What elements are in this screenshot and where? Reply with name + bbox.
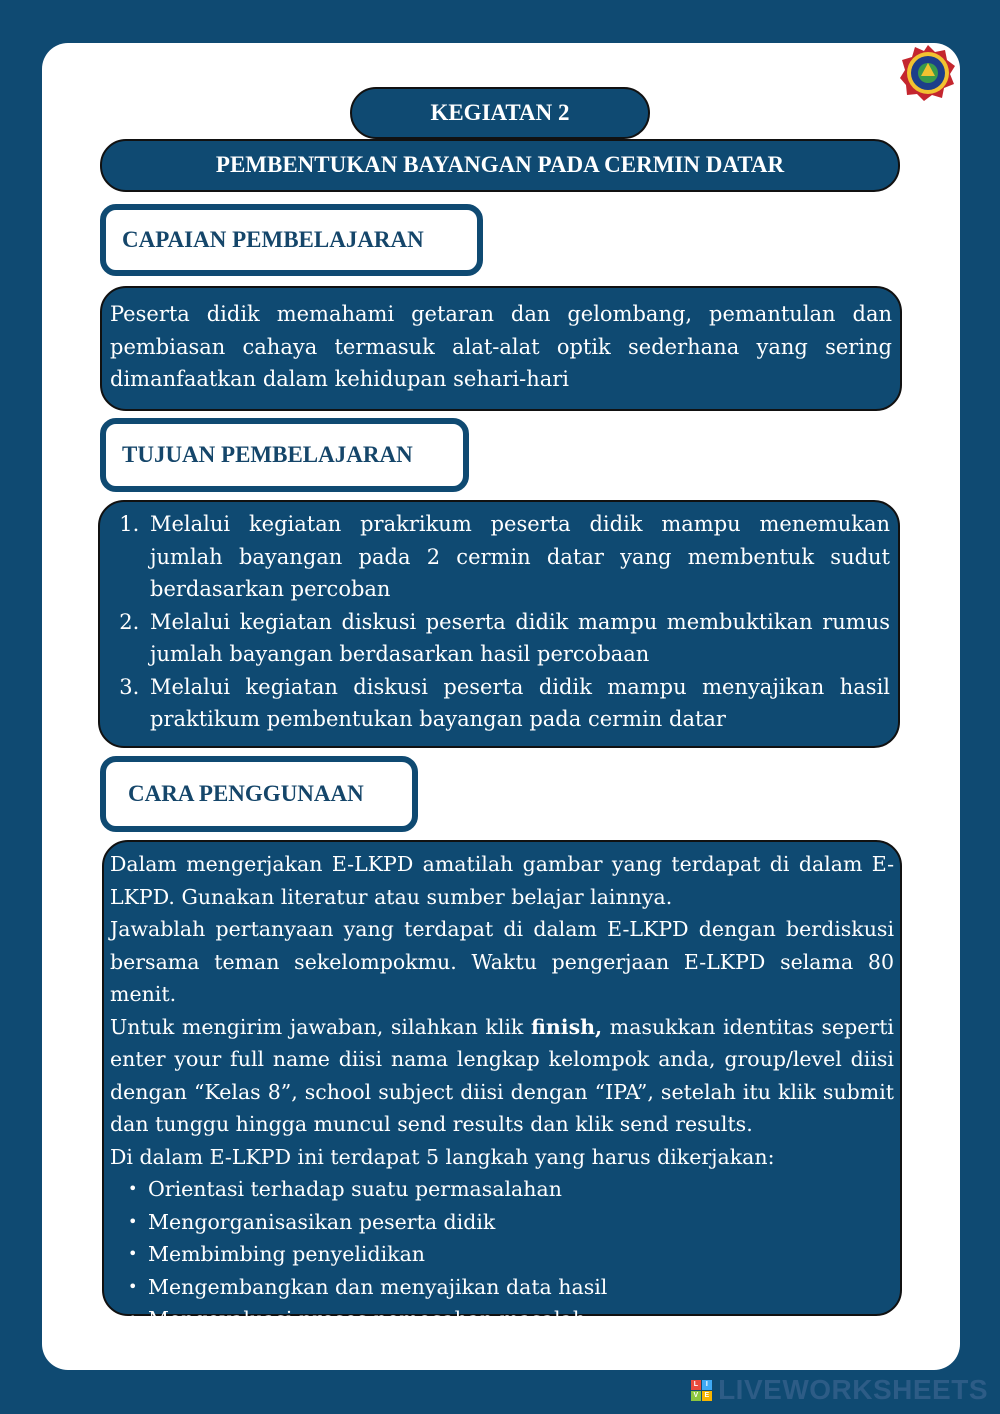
capaian-box	[100, 286, 902, 411]
list-item: • Orientasi terhadap suatu permasalahan	[148, 1173, 894, 1206]
cara-paragraph-2: Jawablah pertanyaan yang terdapat di dalam E-LKPD dengan berdiskusi bersama teman sekelompokmu. Waktu pengerjaan E-LKPD selama 80 menit.	[110, 917, 894, 1006]
watermark-text: LIVEWORKSHEETS	[718, 1374, 988, 1405]
cara-heading	[100, 756, 418, 832]
list-item: • Membimbing penyelidikan	[148, 1238, 894, 1271]
cara-box	[102, 840, 902, 1331]
steps-list	[110, 1173, 894, 1336]
steps-intro: Di dalam E-LKPD ini terdapat 5 langkah yang harus dikerjakan:	[110, 1144, 775, 1169]
tujuan-list	[108, 508, 890, 736]
liveworksheets-logo-icon	[691, 1380, 712, 1401]
logo-tile: E	[702, 1391, 712, 1401]
cara-heading-label: CARA PENGGUNAAN	[128, 781, 364, 806]
list-item: • Mengorganisasikan peserta didik	[148, 1206, 894, 1239]
university-emblem-icon	[899, 44, 957, 102]
cara-paragraph-3-end: masukkan identitas seperti enter your full name diisi nama lengkap kelompok anda, group/level diisi dengan “Kelas 8”, school subject diisi dengan “IPA”, setelah itu klik submit dan tunggu hingga muncul send results dan klik send results.	[110, 1014, 894, 1136]
tujuan-heading	[100, 418, 469, 492]
logo-tile: I	[702, 1380, 712, 1390]
activity-label: KEGIATAN 2	[350, 87, 650, 139]
capaian-text: Peserta didik memahami getaran dan gelombang, pemantulan dan pembiasan cahaya termasuk alat-alat optik sederhana yang sering dimanfaatkan dalam kehidupan sehari-hari	[110, 302, 892, 391]
cara-paragraph-3	[110, 1011, 894, 1141]
logo-tile: V	[691, 1391, 701, 1401]
capaian-heading-label: CAPAIAN PEMBELAJARAN	[122, 227, 424, 252]
list-item: 3. Melalui kegiatan diskusi peserta didik mampu menyajikan hasil praktikum pembentukan bayangan pada cermin datar	[146, 671, 890, 736]
cara-paragraph-3-start: Untuk mengirim jawaban, silahkan klik	[110, 1014, 531, 1039]
tujuan-box	[98, 500, 900, 748]
list-item: • Mengevaluasi proses pemecahan masalah	[148, 1303, 894, 1336]
liveworksheets-watermark	[691, 1375, 988, 1405]
finish-keyword: finish,	[530, 1014, 603, 1039]
capaian-heading	[100, 204, 483, 276]
list-item: 1. Melalui kegiatan prakrikum peserta didik mampu menemukan jumlah bayangan pada 2 cermin datar yang membentuk sudut berdasarkan percoban	[146, 508, 890, 606]
list-item: 2. Melalui kegiatan diskusi peserta didik mampu membuktikan rumus jumlah bayangan berdasarkan hasil percobaan	[146, 606, 890, 671]
logo-tile: L	[691, 1380, 701, 1390]
page-title: PEMBENTUKAN BAYANGAN PADA CERMIN DATAR	[100, 139, 900, 192]
tujuan-heading-label: TUJUAN PEMBELAJARAN	[122, 442, 413, 467]
list-item: • Mengembangkan dan menyajikan data hasil	[148, 1271, 894, 1304]
cara-paragraph-1: Dalam mengerjakan E-LKPD amatilah gambar yang terdapat di dalam E-LKPD. Gunakan literatur atau sumber belajar lainnya.	[110, 852, 894, 909]
